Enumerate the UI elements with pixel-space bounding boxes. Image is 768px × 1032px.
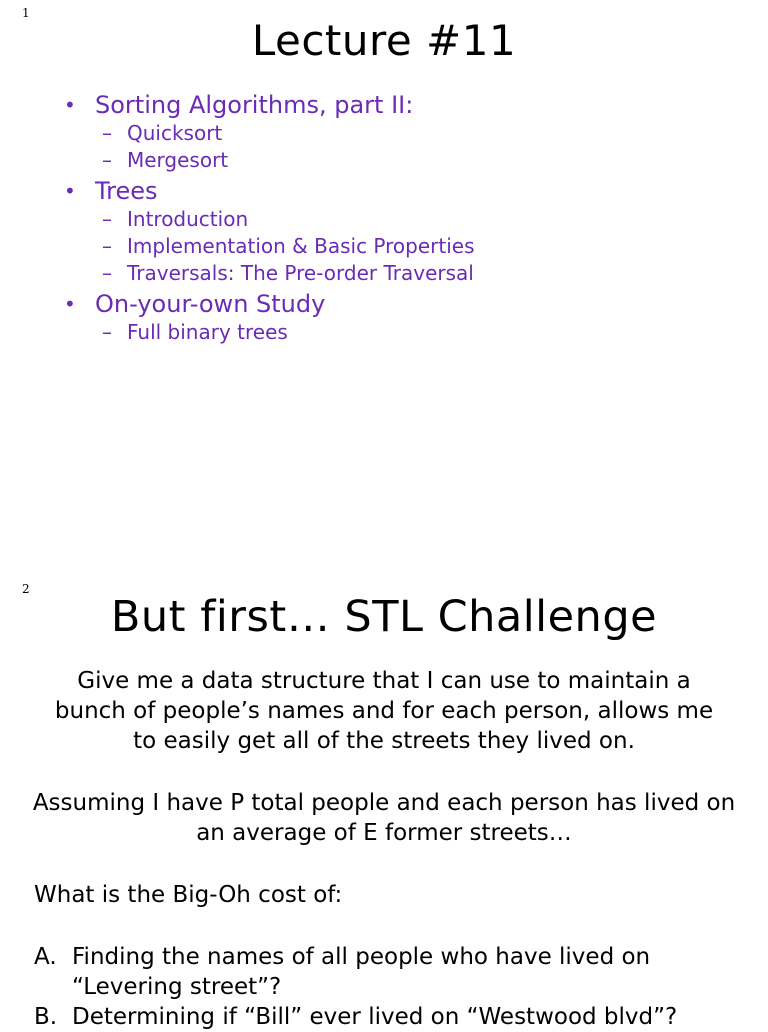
question-list bbox=[34, 942, 754, 1032]
slide-title: Lecture #11 bbox=[251, 16, 517, 65]
challenge-paragraph: Give me a data structure that I can use to maintain a bunch of people’s names and for each person, allows me to easily get all of the streets they lived on. bbox=[54, 668, 714, 754]
sub-item: – Mergesort bbox=[64, 147, 475, 174]
question-item bbox=[34, 1002, 754, 1032]
slide-number: 1 bbox=[22, 6, 30, 20]
sub-item: – Introduction bbox=[64, 206, 475, 233]
outline-item-label: Sorting Algorithms, part II: bbox=[95, 91, 414, 119]
outline-item bbox=[64, 289, 475, 319]
slide-title: But first… STL Challenge bbox=[110, 592, 658, 642]
outline-item bbox=[64, 90, 475, 120]
question-text: Finding the names of all people who have lived on “Levering street”? bbox=[72, 944, 651, 1000]
outline-list bbox=[64, 90, 475, 346]
sub-item: – Quicksort bbox=[64, 120, 475, 147]
sub-item: – Traversals: The Pre-order Traversal bbox=[64, 260, 475, 287]
assumption-paragraph: Assuming I have P total people and each person has lived on an average of E former streets… bbox=[32, 790, 736, 846]
sub-list bbox=[64, 120, 475, 174]
slide-2 bbox=[0, 570, 768, 1030]
sub-item: – Full binary trees bbox=[64, 319, 475, 346]
question-intro: What is the Big-Oh cost of: bbox=[34, 882, 343, 908]
question-text: Determining if “Bill” ever lived on “Westwood blvd”? bbox=[72, 1004, 678, 1030]
outline-item-label: Trees bbox=[95, 177, 158, 205]
sub-list bbox=[64, 206, 475, 287]
sub-list bbox=[64, 319, 475, 346]
slide-number: 2 bbox=[22, 582, 30, 596]
question-letter: B. bbox=[34, 1004, 58, 1030]
outline-item-label: On-your-own Study bbox=[95, 290, 326, 318]
question-letter: A. bbox=[34, 944, 57, 970]
sub-item: – Implementation & Basic Properties bbox=[64, 233, 475, 260]
question-item bbox=[34, 942, 754, 1002]
outline-item bbox=[64, 176, 475, 206]
